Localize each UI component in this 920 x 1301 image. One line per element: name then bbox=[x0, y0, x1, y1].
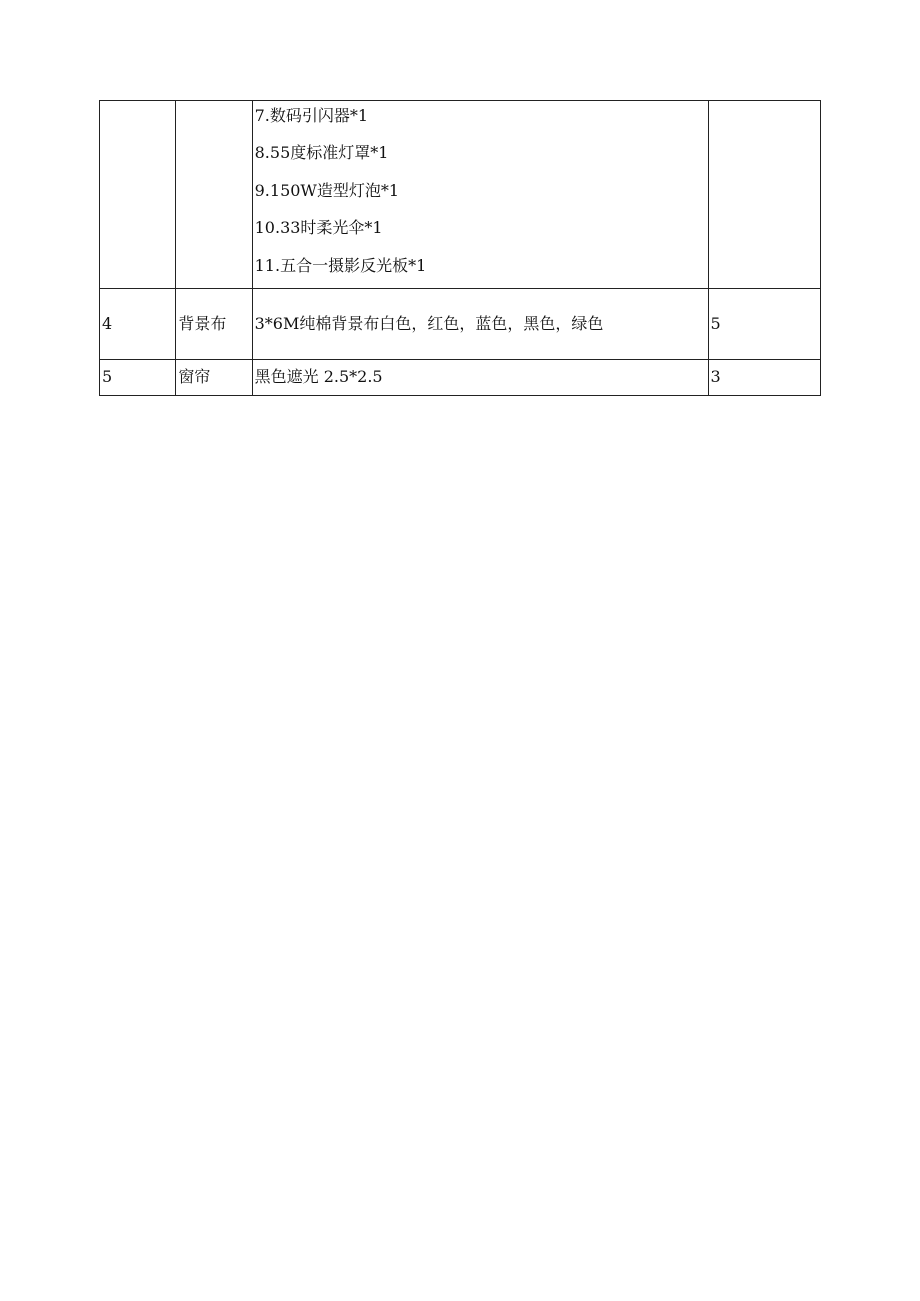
spec-line: 10.33时柔光伞*1 bbox=[254, 218, 383, 238]
table-row bbox=[100, 359, 821, 395]
spec-list bbox=[255, 101, 708, 288]
spec-text: 3*6M纯棉背景布白色，红色，蓝色，黑色，绿色 bbox=[254, 313, 604, 333]
spec-line: 9.150W造型灯泡*1 bbox=[254, 180, 400, 200]
spec-line: 8.55度标准灯罩*1 bbox=[254, 143, 389, 163]
spec-line: 11.五合一摄影反光板*1 bbox=[254, 255, 427, 275]
quantity-cell: 5 bbox=[708, 288, 820, 359]
name-cell bbox=[176, 101, 252, 289]
spec-cell: 黑色遮光 2.5*2.5 bbox=[252, 359, 708, 395]
name-cell: 窗帘 bbox=[176, 359, 252, 395]
equipment-table bbox=[99, 100, 821, 396]
number-cell: 5 bbox=[100, 359, 176, 395]
number-cell bbox=[100, 101, 176, 289]
quantity-cell bbox=[708, 101, 820, 289]
name-cell: 背景布 bbox=[176, 288, 252, 359]
number-cell: 4 bbox=[100, 288, 176, 359]
spec-cell bbox=[252, 288, 708, 359]
table-row-continued bbox=[100, 101, 821, 289]
quantity-cell: 3 bbox=[708, 359, 820, 395]
table-row bbox=[100, 288, 821, 359]
spec-cell bbox=[252, 101, 708, 289]
spec-line: 7.数码引闪器*1 bbox=[254, 106, 369, 125]
